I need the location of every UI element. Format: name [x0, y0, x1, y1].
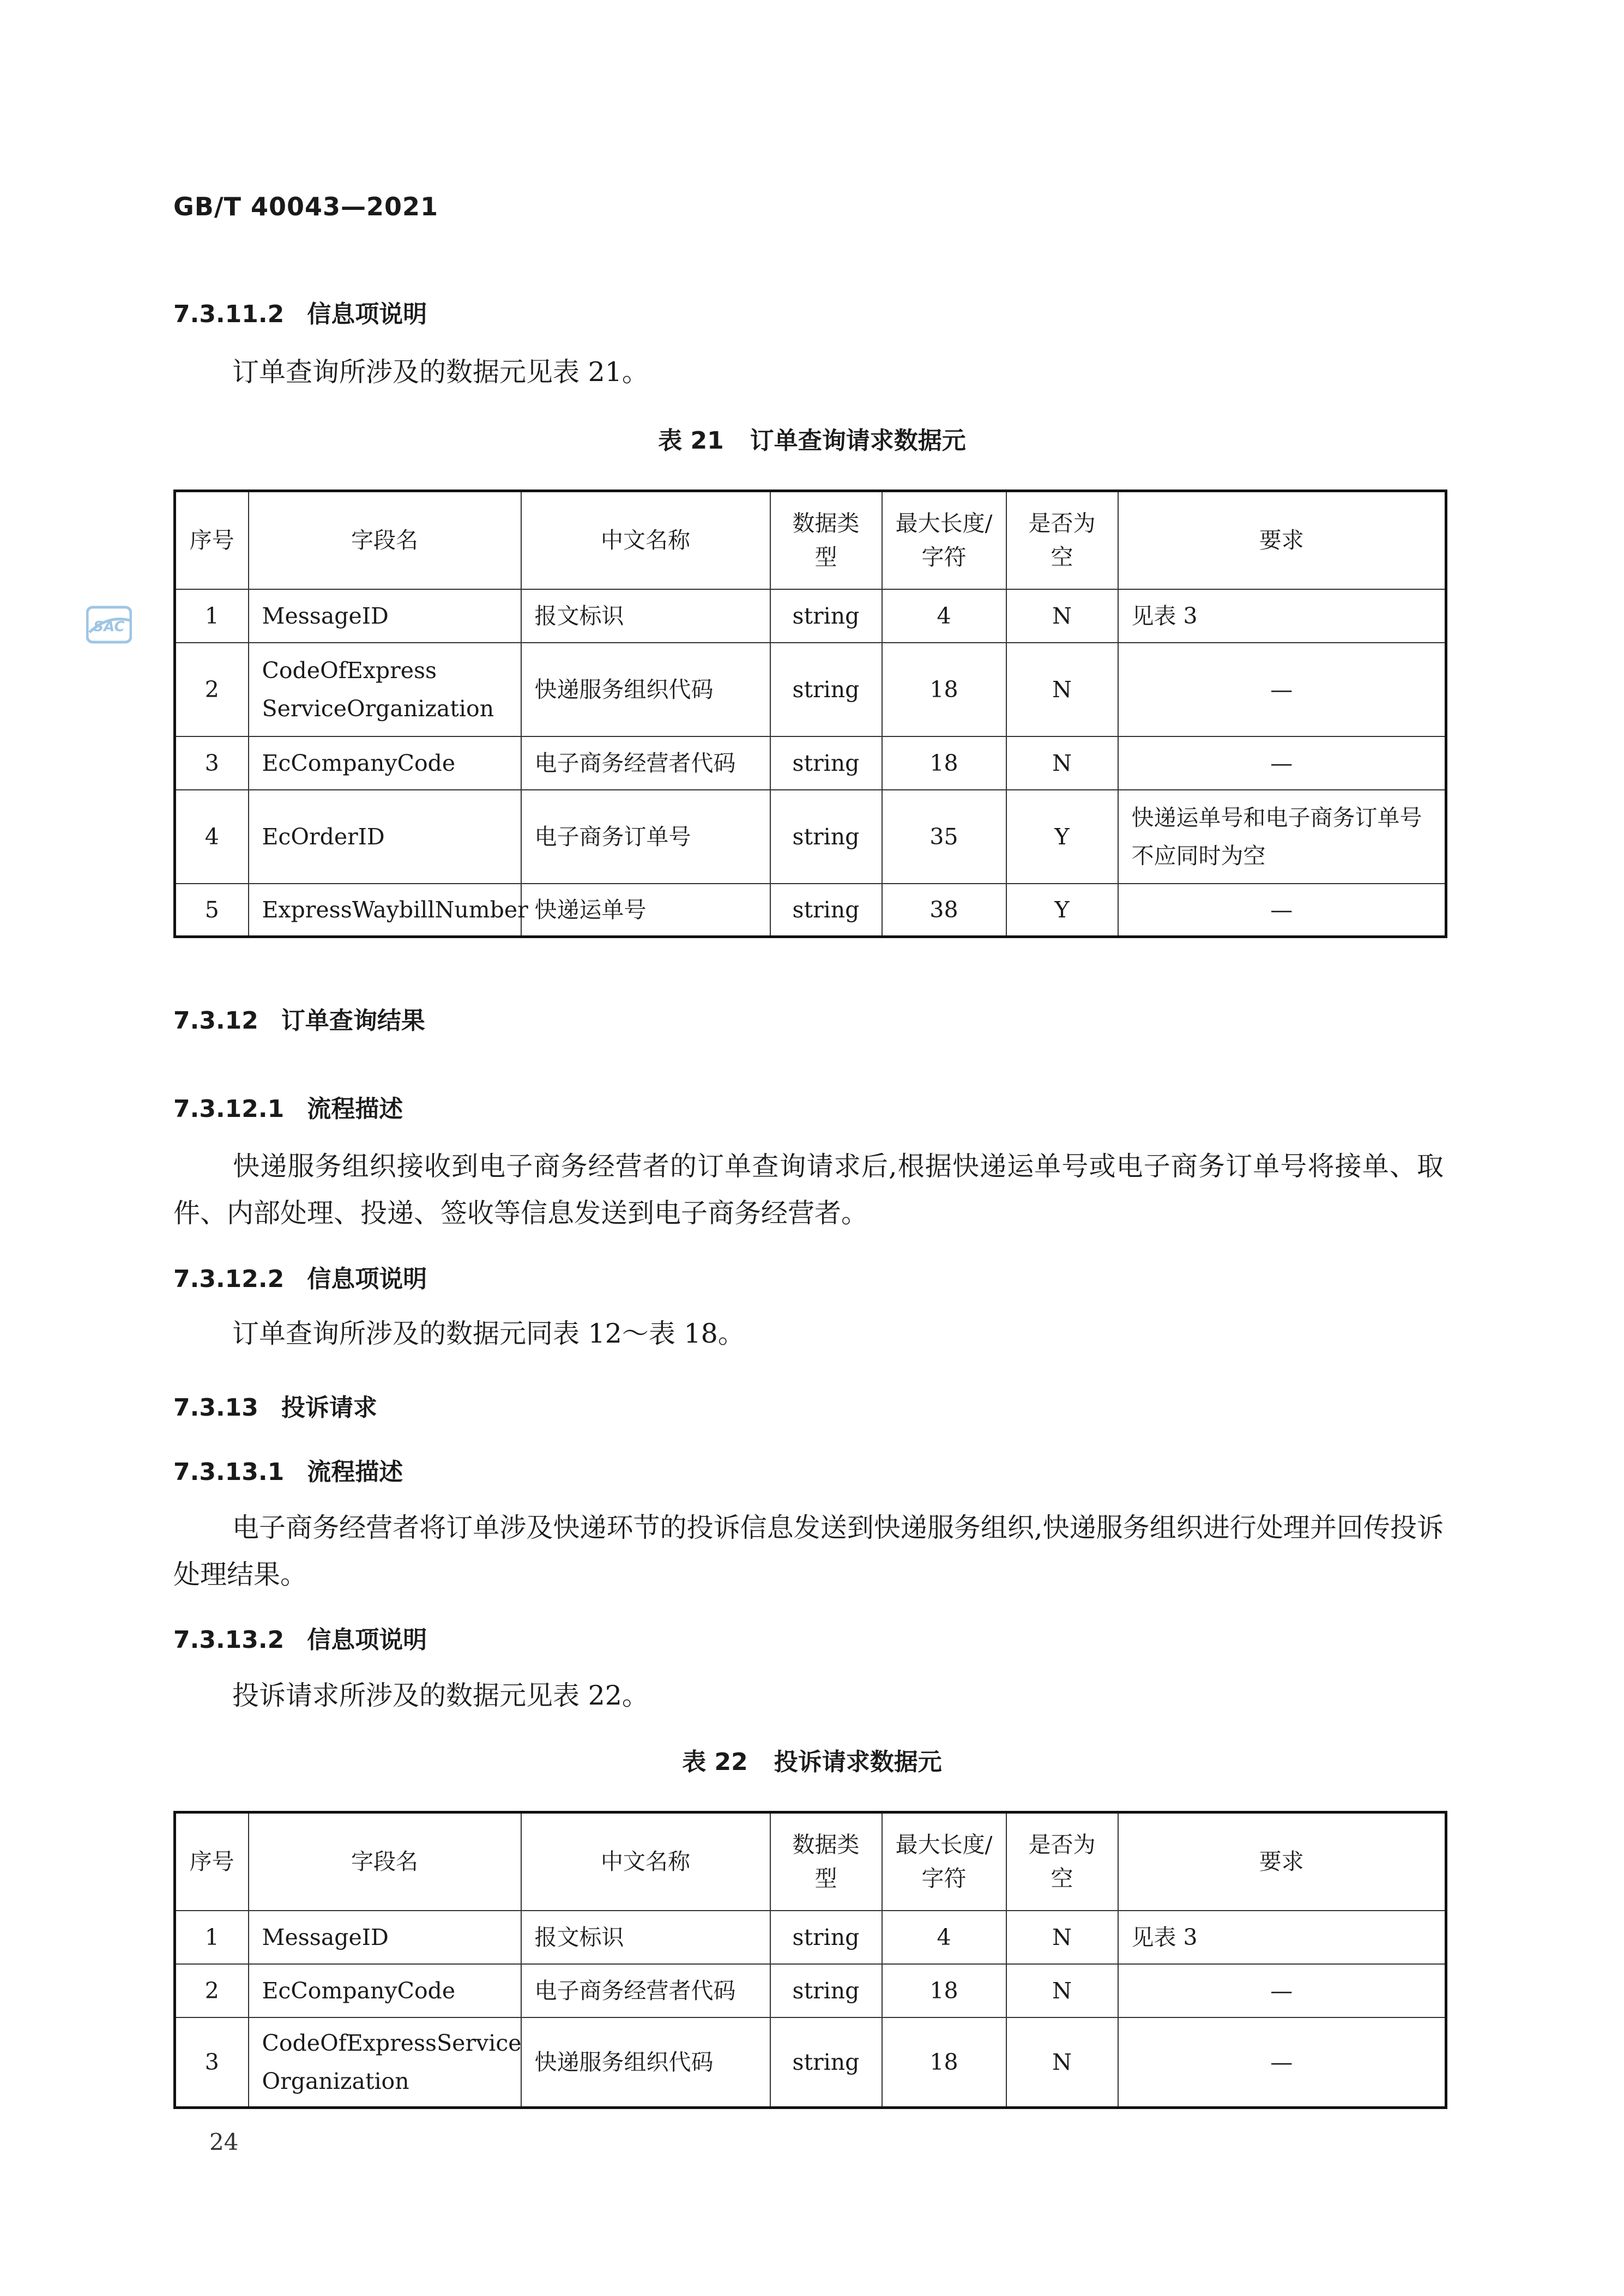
cell: —	[1118, 643, 1446, 736]
cell: string	[770, 2017, 882, 2108]
table-caption	[0, 1742, 1624, 1777]
column-header: 字段名	[249, 491, 521, 589]
table-row	[175, 884, 1446, 937]
cell: 3	[175, 736, 249, 790]
paragraph-text: 电子商务经营者将订单涉及快递环节的投诉信息发送到快递服务组织,快递服务组织进行处理并回传投诉处理结果。	[173, 1512, 1444, 1590]
cell: 38	[882, 884, 1006, 937]
cell: 18	[882, 1964, 1006, 2017]
column-header: 中文名称	[521, 1812, 770, 1911]
cell: 4	[175, 790, 249, 884]
section-number: 7.3.13.1	[173, 1458, 285, 1486]
cell: N	[1006, 589, 1118, 643]
cell: 报文标识	[521, 1911, 770, 1964]
cell: 1	[175, 589, 249, 643]
cell: Y	[1006, 790, 1118, 884]
section-title: 投诉请求	[281, 1394, 377, 1422]
column-header: 数据类型	[770, 491, 882, 589]
column-header: 字段名	[249, 1812, 521, 1911]
document-code: GB/T 40043—2021	[173, 192, 439, 221]
cell: MessageID	[249, 589, 521, 643]
svg-text:SAC: SAC	[93, 619, 125, 635]
cell: 3	[175, 2017, 249, 2108]
cell: 电子商务经营者代码	[521, 736, 770, 790]
cell: 快递运单号	[521, 884, 770, 937]
cell: 见表 3	[1118, 1911, 1446, 1964]
section-heading	[173, 1259, 427, 1294]
cell: N	[1006, 1964, 1118, 2017]
section-number: 7.3.12.1	[173, 1095, 285, 1123]
cell: —	[1118, 2017, 1446, 2108]
table-row	[175, 643, 1446, 736]
table-row	[175, 736, 1446, 790]
section-title: 信息项说明	[307, 300, 427, 328]
data-table-21	[173, 490, 1447, 938]
cell: N	[1006, 736, 1118, 790]
cell: N	[1006, 643, 1118, 736]
cell: 5	[175, 884, 249, 937]
cell: —	[1118, 1964, 1446, 2017]
paragraph	[173, 1143, 1444, 1237]
section-title: 订单查询结果	[281, 1007, 425, 1035]
paragraph-text: 快递服务组织接收到电子商务经营者的订单查询请求后,根据快递运单号或电子商务订单号将接单、取件、内部处理、投递、签收等信息发送到电子商务经营者。	[173, 1151, 1444, 1229]
cell: 报文标识	[521, 589, 770, 643]
cell: string	[770, 1911, 882, 1964]
cell: string	[770, 589, 882, 643]
cell: ExpressWaybillNumber	[249, 884, 521, 937]
table-title: 订单查询请求数据元	[750, 427, 966, 455]
column-header: 是否为空	[1006, 491, 1118, 589]
paragraph	[173, 349, 1444, 396]
cell: string	[770, 790, 882, 884]
section-heading	[173, 1452, 403, 1487]
paragraph-text: 投诉请求所涉及的数据元见表 22。	[232, 1680, 649, 1711]
section-heading	[173, 1620, 427, 1655]
cell: N	[1006, 1911, 1118, 1964]
table-number: 表 22	[682, 1748, 748, 1776]
section-title: 信息项说明	[307, 1265, 427, 1293]
column-header: 序号	[175, 491, 249, 589]
cell: MessageID	[249, 1911, 521, 1964]
sac-logo-icon	[86, 604, 132, 645]
column-header: 最大长度/字符	[882, 1812, 1006, 1911]
section-number: 7.3.12.2	[173, 1265, 285, 1293]
cell: 见表 3	[1118, 589, 1446, 643]
cell: N	[1006, 2017, 1118, 2108]
paragraph-text: 订单查询所涉及的数据元同表 12～表 18。	[232, 1318, 745, 1349]
page-number: 24	[209, 2129, 239, 2155]
paragraph	[173, 1310, 1444, 1357]
column-header: 数据类型	[770, 1812, 882, 1911]
cell: 快递服务组织代码	[521, 2017, 770, 2108]
cell: —	[1118, 884, 1446, 937]
column-header: 序号	[175, 1812, 249, 1911]
paragraph-text: 订单查询所涉及的数据元见表 21。	[232, 357, 649, 388]
cell: string	[770, 1964, 882, 2017]
cell: EcCompanyCode	[249, 1964, 521, 2017]
cell: 18	[882, 2017, 1006, 2108]
table-header-row	[175, 1812, 1446, 1911]
cell: 4	[882, 589, 1006, 643]
section-number: 7.3.13.2	[173, 1626, 285, 1654]
section-title: 信息项说明	[307, 1626, 427, 1654]
column-header: 要求	[1118, 491, 1446, 589]
cell: CodeOfExpressService Organization	[249, 2017, 521, 2108]
cell: string	[770, 643, 882, 736]
cell: Y	[1006, 884, 1118, 937]
table-number: 表 21	[658, 427, 724, 455]
paragraph	[173, 1505, 1444, 1598]
section-number: 7.3.13	[173, 1394, 258, 1422]
cell: string	[770, 884, 882, 937]
cell: —	[1118, 736, 1446, 790]
table-row	[175, 589, 1446, 643]
section-heading	[173, 1089, 403, 1124]
paragraph	[173, 1672, 1444, 1719]
cell: CodeOfExpress ServiceOrganization	[249, 643, 521, 736]
section-number: 7.3.12	[173, 1007, 258, 1035]
table-title: 投诉请求数据元	[774, 1748, 942, 1776]
cell: 快递运单号和电子商务订单号不应同时为空	[1118, 790, 1446, 884]
section-heading	[173, 294, 427, 329]
cell: 18	[882, 736, 1006, 790]
column-header: 是否为空	[1006, 1812, 1118, 1911]
section-number: 7.3.11.2	[173, 300, 285, 328]
cell: 1	[175, 1911, 249, 1964]
cell: 18	[882, 643, 1006, 736]
table-row	[175, 790, 1446, 884]
cell: EcOrderID	[249, 790, 521, 884]
table-header-row	[175, 491, 1446, 589]
table-row	[175, 2017, 1446, 2108]
cell: 35	[882, 790, 1006, 884]
table-row	[175, 1964, 1446, 2017]
data-table-22	[173, 1811, 1447, 2109]
section-heading	[173, 1001, 425, 1036]
cell: EcCompanyCode	[249, 736, 521, 790]
cell: 电子商务经营者代码	[521, 1964, 770, 2017]
cell: 电子商务订单号	[521, 790, 770, 884]
column-header: 最大长度/字符	[882, 491, 1006, 589]
section-title: 流程描述	[307, 1095, 403, 1123]
cell: 2	[175, 643, 249, 736]
table-row	[175, 1911, 1446, 1964]
column-header: 要求	[1118, 1812, 1446, 1911]
section-heading	[173, 1388, 377, 1423]
cell: string	[770, 736, 882, 790]
cell: 快递服务组织代码	[521, 643, 770, 736]
section-title: 流程描述	[307, 1458, 403, 1486]
column-header: 中文名称	[521, 491, 770, 589]
table-caption	[0, 421, 1624, 456]
cell: 2	[175, 1964, 249, 2017]
cell: 4	[882, 1911, 1006, 1964]
